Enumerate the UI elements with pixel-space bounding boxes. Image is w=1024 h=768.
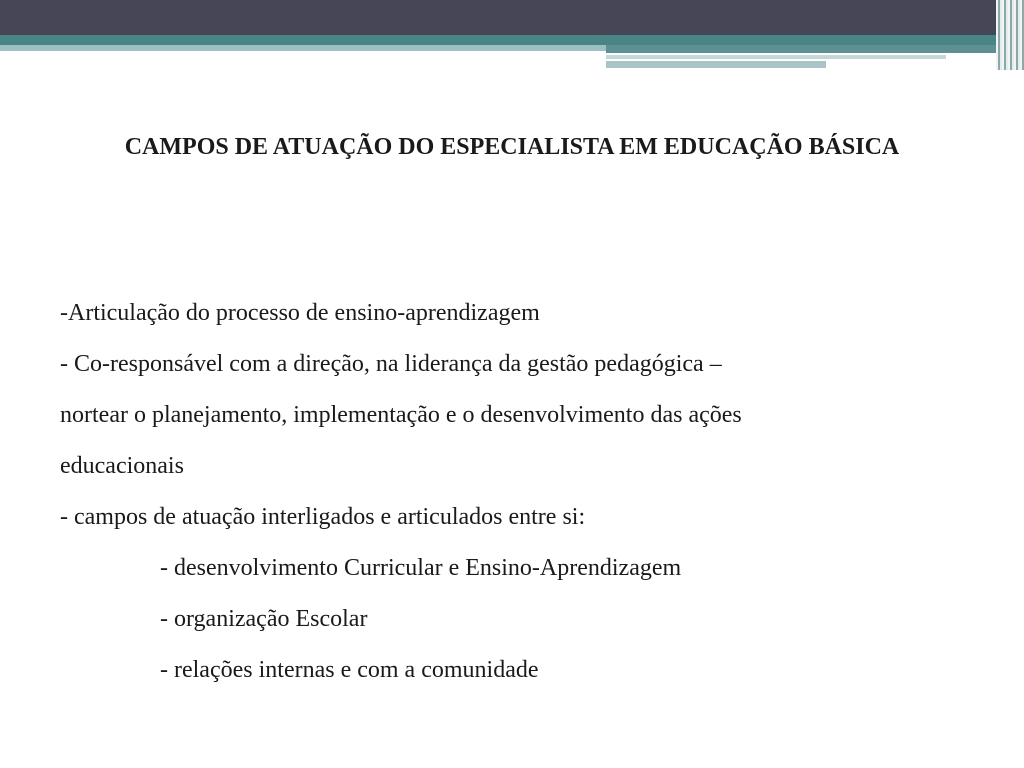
slide-body — [60, 288, 980, 696]
header-accent-strip — [606, 61, 826, 68]
body-line: nortear o planejamento, implementação e o desenvolvimento das ações — [60, 402, 742, 428]
body-line: - Co-responsável com a direção, na liderança da gestão pedagógica – — [60, 351, 722, 377]
header-stripes — [996, 0, 1024, 70]
body-line: -Articulação do processo de ensino-aprendizagem — [60, 300, 540, 326]
header-teal-bar — [0, 35, 1024, 45]
slide-title: CAMPOS DE ATUAÇÃO DO ESPECIALISTA EM EDUCAÇÃO BÁSICA — [124, 134, 900, 160]
header-light-bar — [0, 45, 606, 51]
body-line: - campos de atuação interligados e articulados entre si: — [60, 504, 586, 530]
header-dark-bar — [0, 0, 1024, 35]
header-accent-bar — [606, 45, 1024, 53]
body-line: educacionais — [60, 453, 184, 479]
body-subitem: - desenvolvimento Curricular e Ensino-Aprendizagem — [160, 555, 682, 581]
body-subitem: - relações internas e com a comunidade — [160, 657, 539, 683]
header-accent-line — [606, 55, 946, 59]
body-subitem: - organização Escolar — [160, 606, 368, 632]
